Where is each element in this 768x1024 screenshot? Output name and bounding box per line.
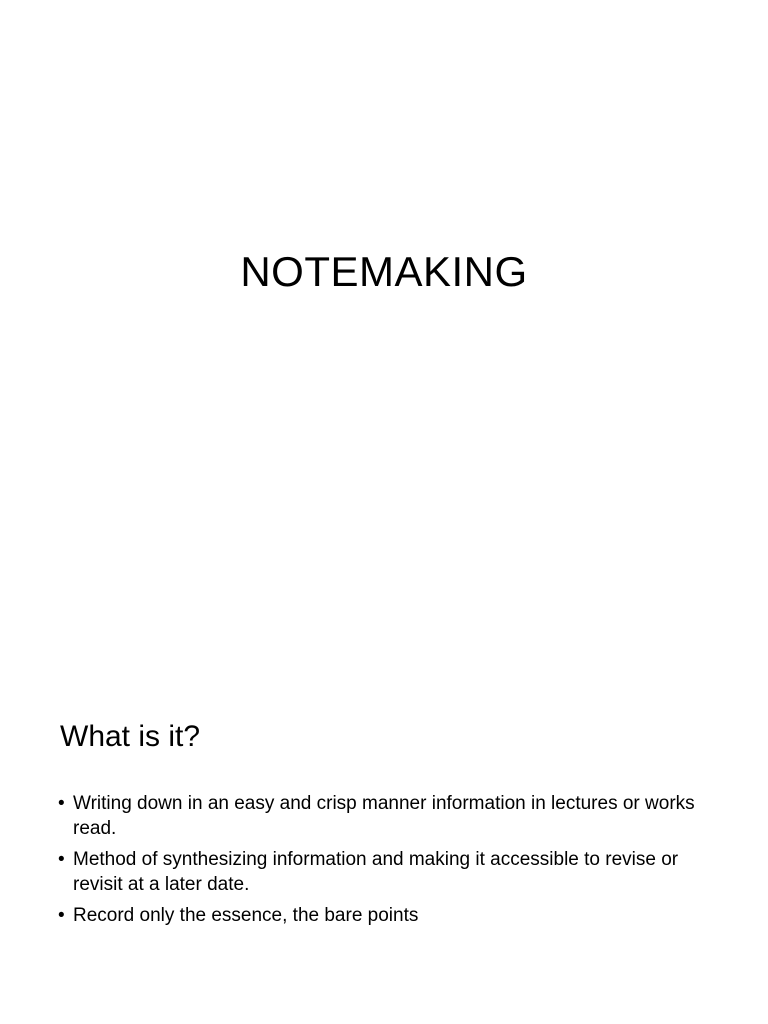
slide-title: NOTEMAKING — [240, 248, 528, 295]
bullet-item — [58, 903, 718, 928]
bullet-list — [58, 791, 718, 934]
bullet-text: Method of synthesizing information and making it accessible to revise or revisit at a later date. — [73, 849, 679, 895]
bullet-icon: • — [58, 905, 65, 926]
bullet-item — [58, 847, 718, 897]
content-slide — [0, 576, 768, 1024]
bullet-item — [58, 791, 718, 841]
bullet-icon: • — [58, 793, 65, 814]
bullet-icon: • — [58, 849, 65, 870]
bullet-text: Record only the essence, the bare points — [73, 905, 419, 926]
bullet-text: Writing down in an easy and crisp manner information in lectures or works read. — [73, 793, 695, 839]
section-heading: What is it? — [60, 720, 201, 753]
